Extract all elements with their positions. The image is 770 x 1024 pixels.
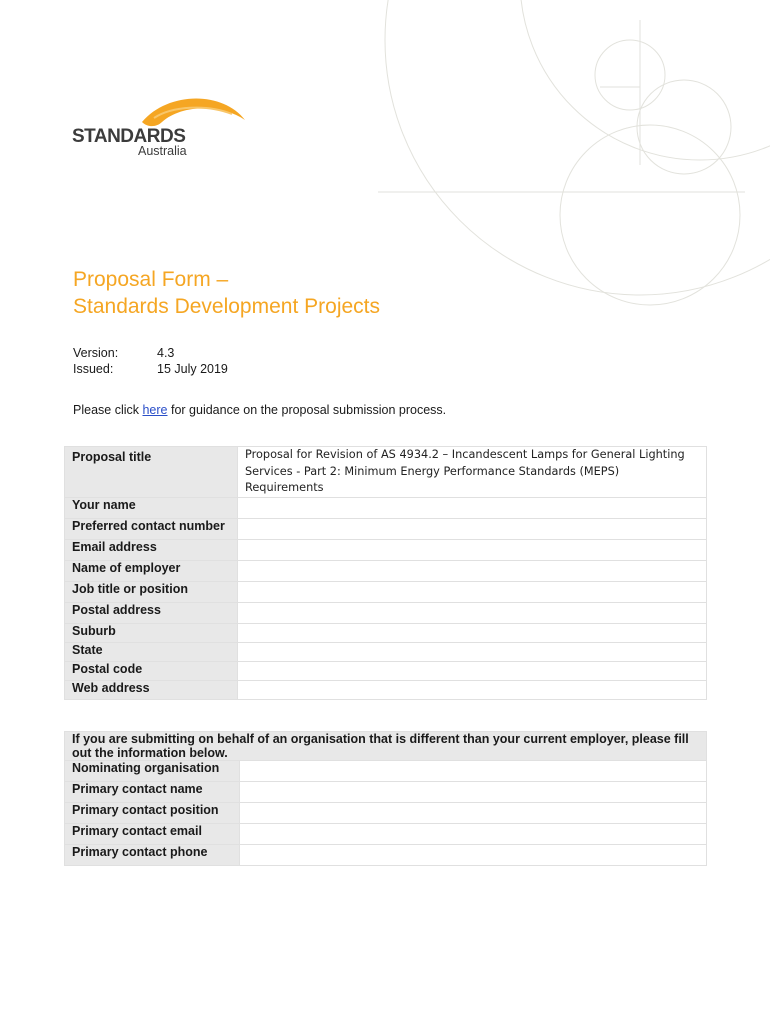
page-title-line1: Proposal Form –	[73, 268, 229, 291]
postal-address-label: Postal address	[65, 602, 238, 623]
guidance-link[interactable]: here	[142, 403, 168, 417]
organisation-table-header: If you are submitting on behalf of an organisation that is different than your current employer, please fill out the information below.	[65, 732, 707, 761]
version-value: 4.3	[157, 346, 175, 360]
standards-australia-logo	[72, 92, 252, 162]
organisation-details-table	[64, 731, 707, 866]
state-label: State	[65, 642, 238, 661]
page-title-line2: Standards Development Projects	[73, 295, 380, 318]
email-address-label: Email address	[65, 539, 238, 560]
job-title-field[interactable]	[238, 581, 707, 602]
contact-number-field[interactable]	[238, 518, 707, 539]
guidance-prefix: Please click	[73, 403, 143, 417]
version-label: Version:	[73, 346, 119, 360]
suburb-field[interactable]	[238, 623, 707, 642]
primary-contact-phone-label: Primary contact phone	[65, 845, 240, 866]
proposal-title-field[interactable]: Proposal for Revision of AS 4934.2 – Incandescent Lamps for General Lighting Services - Part 2: Minimum Energy Performance Standards (MEPS) Requirements	[238, 447, 707, 498]
employer-name-label: Name of employer	[65, 560, 238, 581]
issued-value: 15 July 2019	[157, 362, 228, 376]
primary-contact-email-field[interactable]	[240, 824, 707, 845]
guidance-text	[73, 403, 446, 417]
document-meta	[73, 345, 228, 377]
suburb-label: Suburb	[65, 623, 238, 642]
primary-contact-email-label: Primary contact email	[65, 824, 240, 845]
proposer-details-table	[64, 446, 707, 700]
web-address-field[interactable]	[238, 680, 707, 699]
postal-code-field[interactable]	[238, 661, 707, 680]
nominating-organisation-label: Nominating organisation	[65, 761, 240, 782]
primary-contact-name-field[interactable]	[240, 782, 707, 803]
web-address-label: Web address	[65, 680, 238, 699]
your-name-label: Your name	[65, 497, 238, 518]
your-name-field[interactable]	[238, 497, 707, 518]
primary-contact-position-field[interactable]	[240, 803, 707, 824]
state-field[interactable]	[238, 642, 707, 661]
guidance-suffix: for guidance on the proposal submission process.	[167, 403, 447, 417]
postal-address-field[interactable]	[238, 602, 707, 623]
primary-contact-name-label: Primary contact name	[65, 782, 240, 803]
primary-contact-position-label: Primary contact position	[65, 803, 240, 824]
contact-number-label: Preferred contact number	[65, 518, 238, 539]
email-address-field[interactable]	[238, 539, 707, 560]
issued-label: Issued:	[73, 362, 114, 376]
employer-name-field[interactable]	[238, 560, 707, 581]
primary-contact-phone-field[interactable]	[240, 845, 707, 866]
page-title	[73, 266, 380, 320]
job-title-label: Job title or position	[65, 581, 238, 602]
proposal-title-label: Proposal title	[65, 447, 238, 498]
logo-text-australia: Australia	[138, 144, 187, 158]
logo-text-standards: STANDARDS	[72, 126, 186, 147]
postal-code-label: Postal code	[65, 661, 238, 680]
nominating-organisation-field[interactable]	[240, 761, 707, 782]
